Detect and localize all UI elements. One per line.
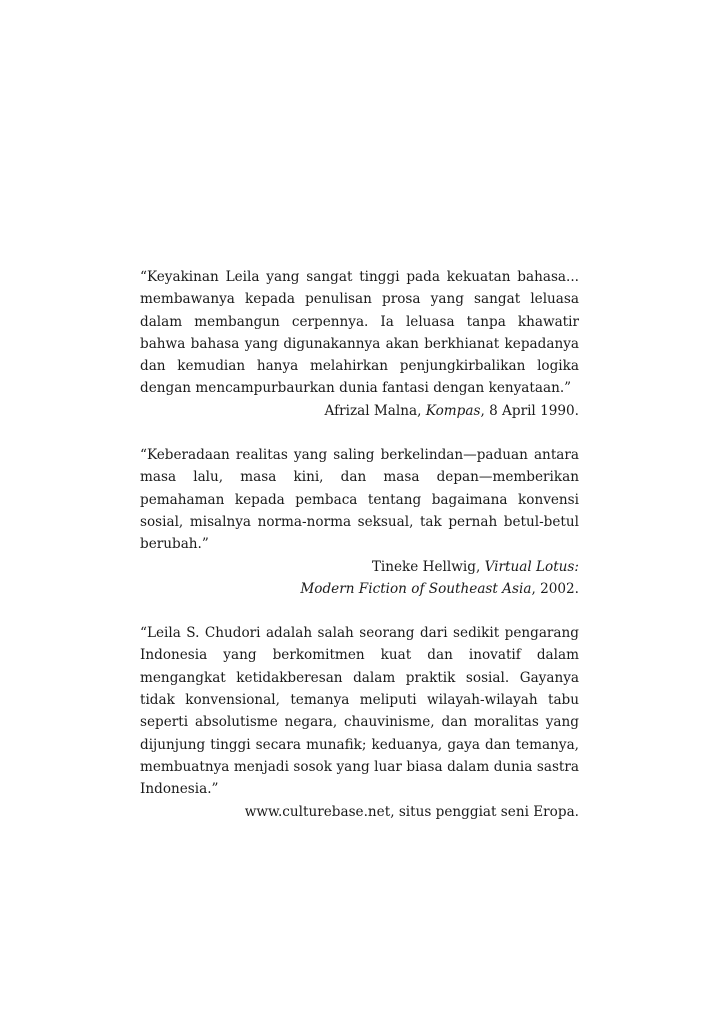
blurb-attribution-continued [140, 578, 579, 600]
blurb-attribution [140, 400, 579, 422]
blurb-quote: “Leila S. Chudori adalah salah seorang dari sedikit pengarang Indonesia yang berkomitmen kuat dan inovatif dalam mengangkat ketidakberesan dalam praktik sosial. Gayanya tidak konvensional, temanya meliputi wilayah-wilayah tabu seperti absolutisme negara, chauvinisme, dan moralitas yang dijunjung tinggi secara munafik; keduanya, gaya dan temanya, membuatnya menjadi sosok yang luar biasa dalam dunia sastra Indonesia.” [140, 625, 579, 798]
attribution-source: Virtual Lotus: [484, 558, 579, 575]
blurb-2 [140, 444, 579, 600]
attribution-source: Kompas [425, 402, 481, 419]
spacer [140, 600, 579, 622]
attribution-author: Tineke Hellwig, [371, 558, 481, 575]
blurb-attribution: www.culturebase.net, situs penggiat seni Eropa. [244, 803, 579, 820]
spacer [140, 422, 579, 444]
attribution-source: Modern Fiction of Southeast Asia [300, 580, 532, 597]
blurb-1 [140, 266, 579, 422]
blurb-quote: “Keberadaan realitas yang saling berkelindan—paduan antara masa lalu, masa kini, dan masa depan—memberikan pemahaman kepada pembaca tentang bagaimana konvensi sosial, misalnya norma-norma seksual, tak pernah betul-betul berubah.” [140, 447, 579, 553]
attribution-date: , 2002. [531, 580, 579, 597]
blurb-attribution [140, 556, 579, 578]
blurb-page [140, 266, 579, 823]
attribution-date: , 8 April 1990. [480, 402, 579, 419]
blurb-quote: “Keyakinan Leila yang sangat tinggi pada kekuatan bahasa... membawanya kepada penulisan prosa yang sangat leluasa dalam membangun cerpennya. Ia leluasa tanpa khawatir bahwa bahasa yang digunakannya akan berkhianat kepadanya dan kemudian hanya melahirkan penjungkirbalikan logika dengan mencampurbaurkan dunia fantasi dengan kenyataan.” [140, 269, 579, 397]
attribution-author: Afrizal Malna, [324, 402, 422, 419]
blurb-3 [140, 622, 579, 823]
